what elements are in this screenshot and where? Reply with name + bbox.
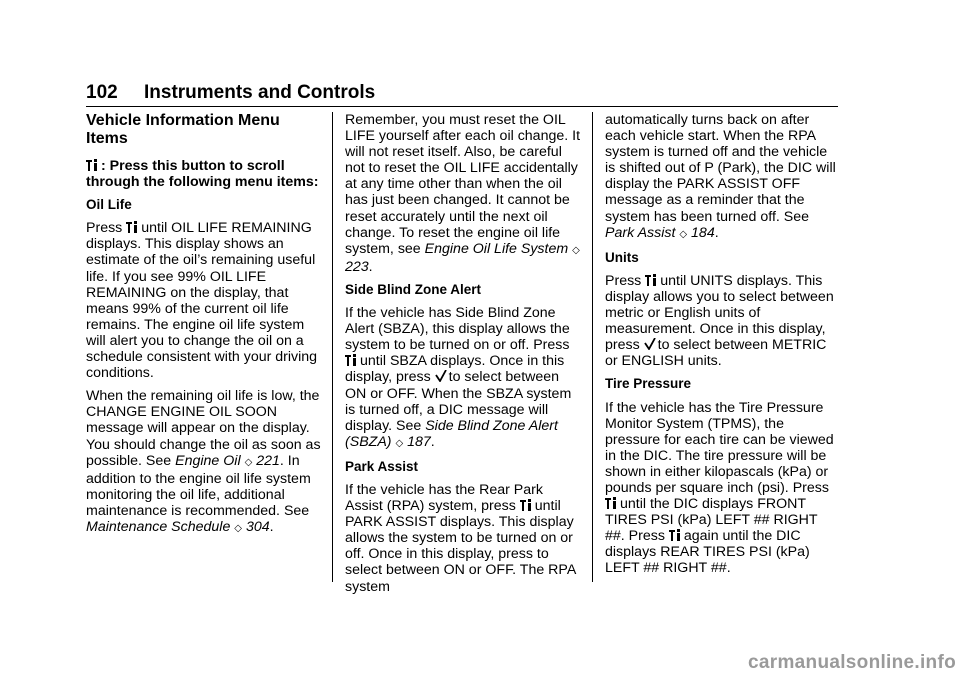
maintenance-schedule-link[interactable]: Maintenance Schedule [86,518,231,535]
units-heading: Units [605,249,639,265]
park-assist-link[interactable]: Park Assist [605,224,676,241]
page-ref[interactable]: 187 [407,433,431,450]
checkmark-icon [435,370,447,382]
sbza-link[interactable]: Side Blind Zone Alert (SBZA) [345,417,558,450]
column-2 [345,112,580,602]
vehicle-info-icon [669,529,683,542]
tire-pressure-paragraph: If the vehicle has the Tire Pressure Monitor System (TPMS), the pressure for each tire can be viewed in the DIC. The tire pressure will be shown in either kilopascals (kPa) or pounds per square inch (psi). Press until the DIC displays FRONT TIRES PSI (kPa) LEFT ## RIGHT ##. Press again until the DIC displays REAR TIRES PSI (kPa) LEFT ## RIGHT ##. [605,399,834,577]
column-divider [592,112,593,582]
vehicle-info-icon [605,497,619,510]
section-heading: Vehicle Information Menu Items [86,112,280,147]
column-3 [605,112,840,584]
column-1 [86,112,326,544]
header-rule [86,106,838,107]
page-header [86,82,375,104]
watermark: carmanualsonline.info [748,652,956,673]
vehicle-info-icon [520,499,534,512]
checkmark-icon [644,338,656,350]
page-ref[interactable]: 304 [245,518,270,535]
park-assist-paragraph: If the vehicle has the Rear Park Assist (RPA) system, press until PARK ASSIST displays. This display allows the system to be turned on or off. Once in this display, press to select between ON or OFF. The RPA system [345,481,576,595]
rpa-paragraph: automatically turns back on after each vehicle start. When the RPA system is turned off and the vehicle is shifted out of P (Park), the DIC will display the PARK ASSIST OFF message as a reminder that the system has been turned off. See Park Assist ◇ 184. [605,112,836,241]
intro-paragraph: : Press this button to scroll through the following menu items: [86,158,319,191]
oil-low-paragraph: When the remaining oil life is low, the CHANGE ENGINE OIL SOON message will appear on the display. You should change the oil as soon as possible. See Engine Oil ◇ 221. In addition to the engine oil life system monitoring the oil life, additional maintenance is recommended. See Maintenance Schedule ◇ 304. [86,388,321,535]
engine-oil-link[interactable]: Engine Oil [175,452,241,469]
vehicle-info-icon [345,354,359,367]
page-ref[interactable]: 184 [691,224,715,241]
vehicle-info-icon [126,221,140,234]
vehicle-info-icon [86,159,100,172]
reset-paragraph: Remember, you must reset the OIL LIFE yourself after each oil change. It will not reset itself. Also, be careful not to reset the OIL LIFE accidentally at any time other than when the oil has just been changed. It cannot be reset accurately until the next oil change. To reset the engine oil life system, see Engine Oil Life System ◇ 223. [345,112,581,275]
oil-life-paragraph: Press until OIL LIFE REMAINING displays. This display shows an estimate of the oil’s remaining useful life. If you see 99% OIL LIFE REMAINING on the display, that means 99% of the current oil life remains. The engine oil life system will alert you to change the oil on a schedule consistent with your driving conditions. [86,220,318,382]
park-assist-heading: Park Assist [345,458,419,474]
vehicle-info-icon [645,274,659,287]
page-number: 102 [86,82,118,103]
sbza-heading: Side Blind Zone Alert [345,281,482,297]
page-ref[interactable]: 223 [345,258,369,275]
units-paragraph: Press until UNITS displays. This display allows you to select between metric or English units of measurement. Once in this display, press to select between METRIC or ENGLISH units. [605,272,834,370]
page-ref[interactable]: 221 [256,452,280,469]
oil-life-system-link[interactable]: Engine Oil Life System [424,240,569,257]
section-title: Instruments and Controls [144,82,376,103]
oil-life-heading: Oil Life [86,197,132,213]
column-divider [332,112,333,582]
sbza-paragraph: If the vehicle has Side Blind Zone Alert (SBZA), this display allows the system to be turned on or off. Press until SBZA displays. Once in this display, press to select between ON or OFF. When the SBZA system is turned off, a DIC message will display. See Side Blind Zone Alert (SBZA) ◇ 187. [345,305,572,450]
tire-pressure-heading: Tire Pressure [605,376,692,392]
